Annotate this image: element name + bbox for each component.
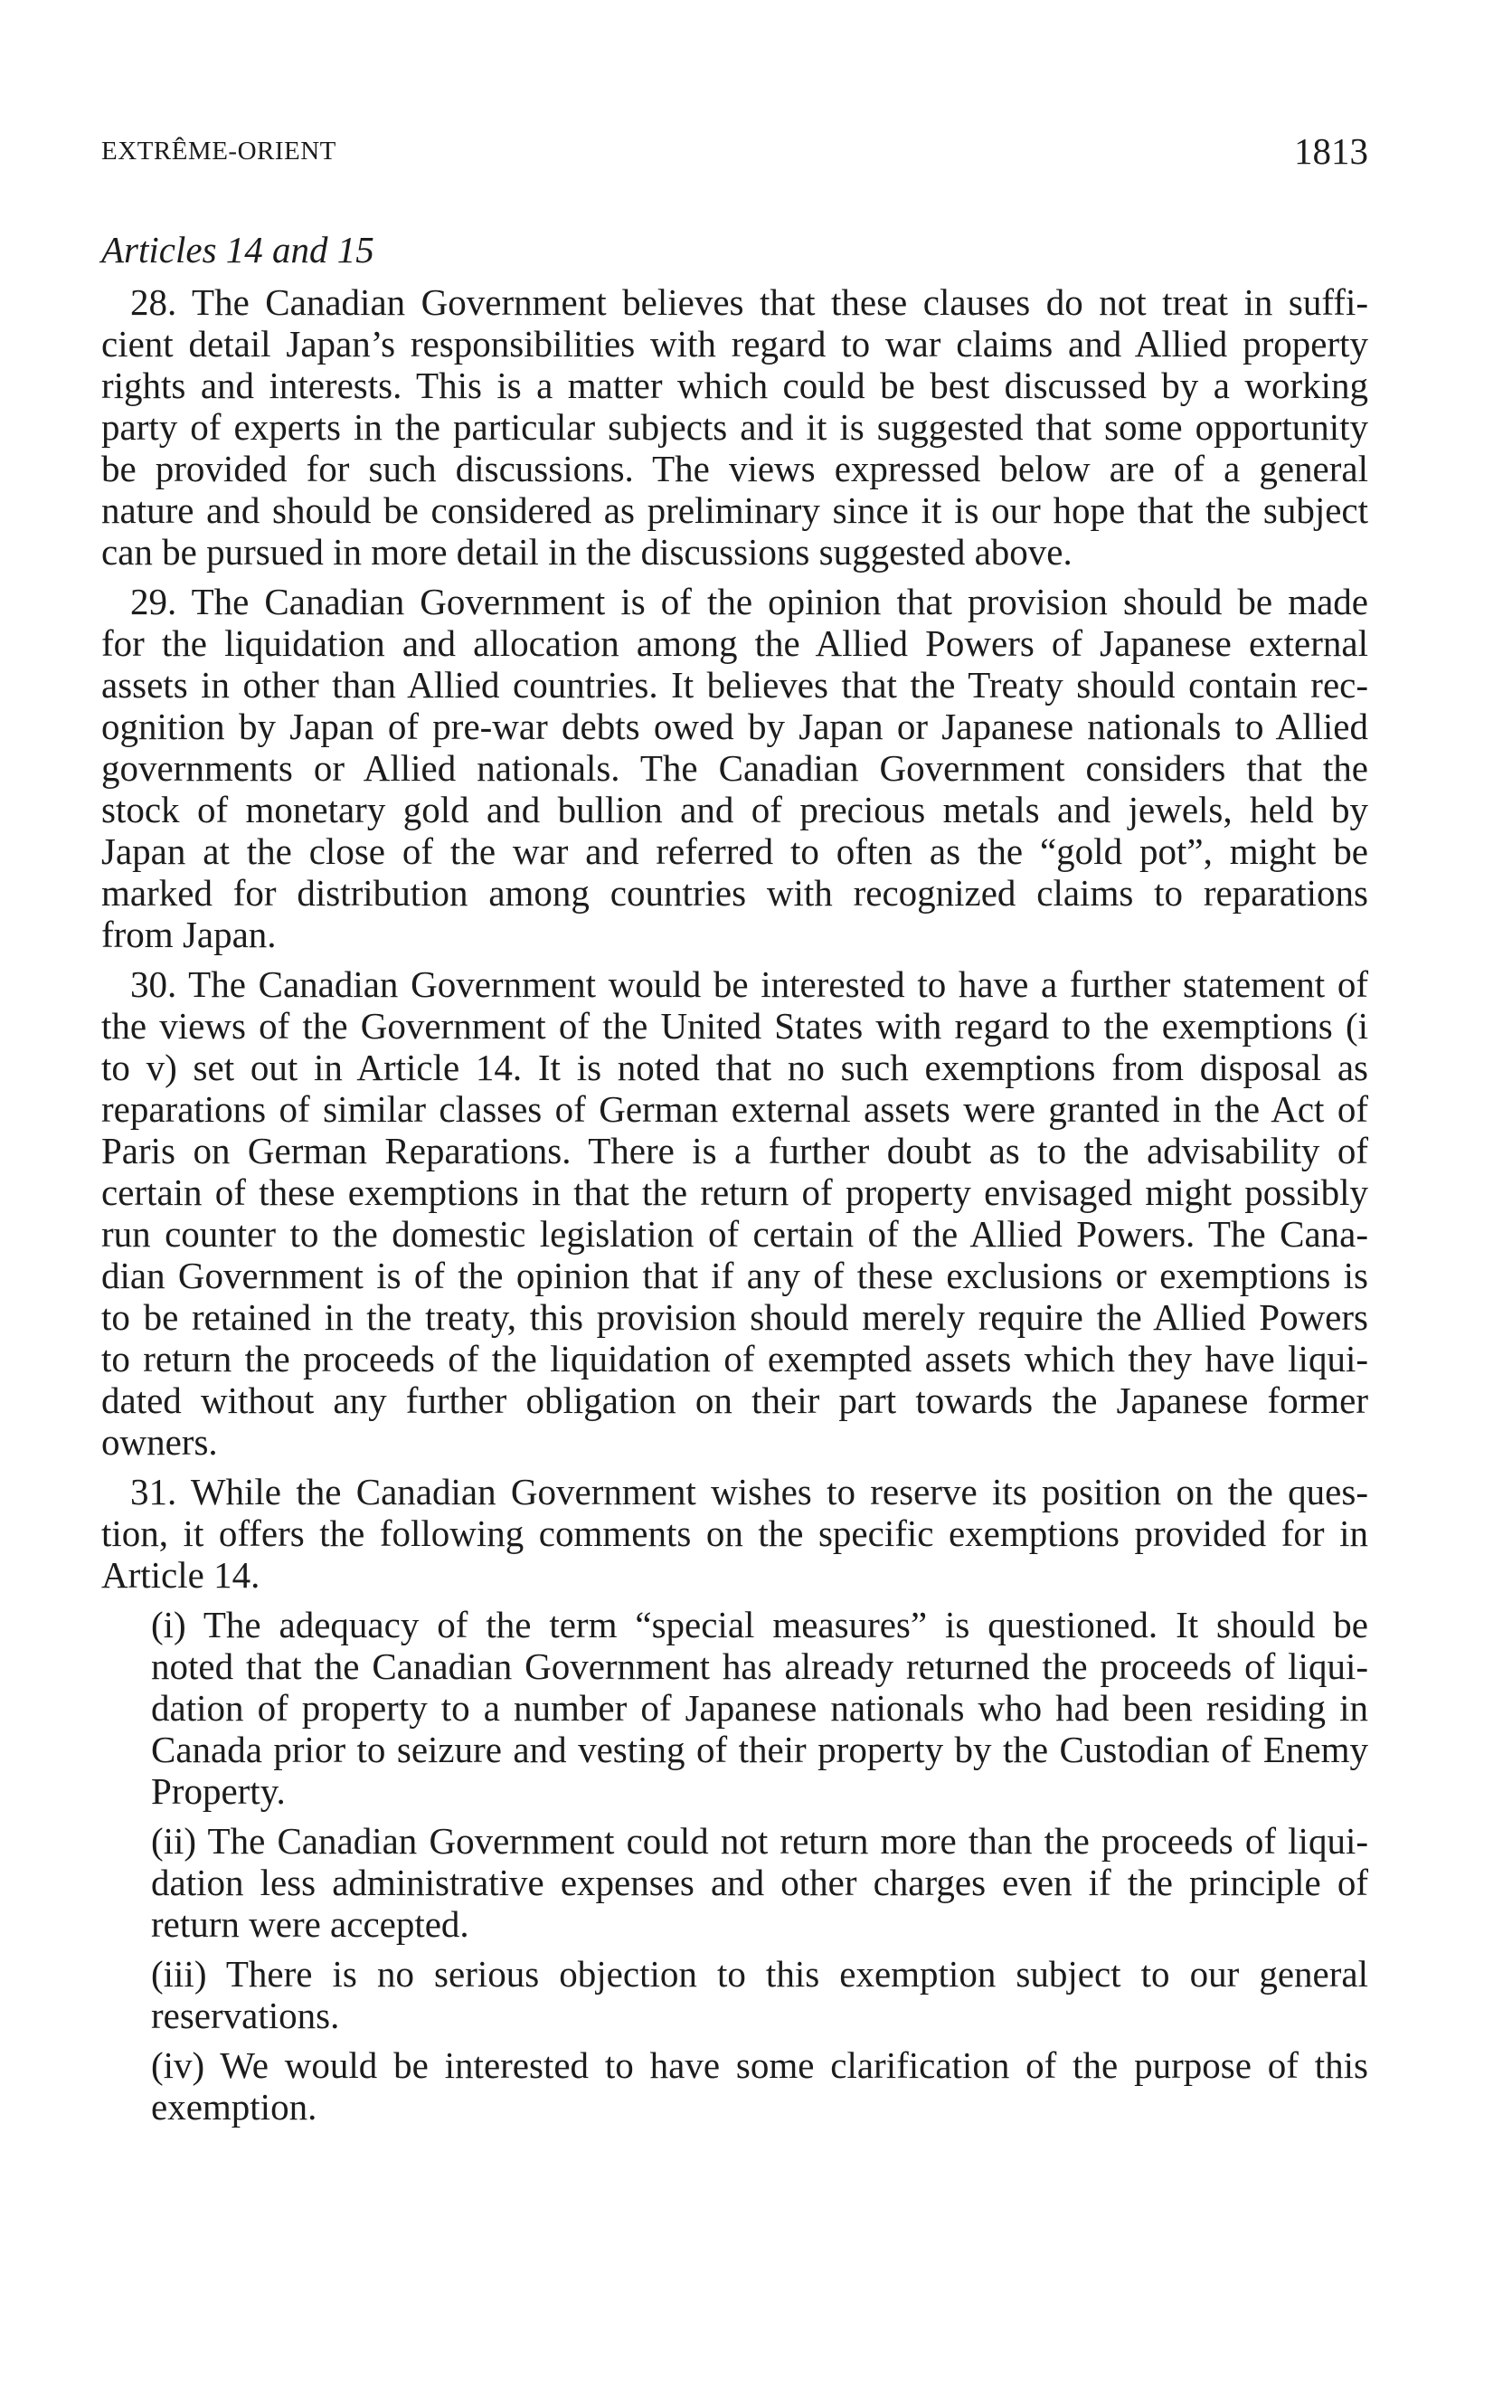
list-item-iv	[151, 2044, 1368, 2128]
running-head: EXTRÊME-ORIENT	[101, 137, 336, 166]
text-line: for the liquidation and allocation among the Allied Powers of Japanese external	[101, 622, 1368, 664]
text-line: stock of monetary gold and bullion and of precious metals and jewels, held by	[101, 789, 1368, 830]
text-line: 31. While the Canadian Government wishes to reserve its position on the ques-	[130, 1471, 1368, 1512]
text-line: run counter to the domestic legislation of certain of the Allied Powers. The Cana-	[101, 1213, 1368, 1255]
page-body	[101, 229, 1368, 2128]
text-line: to return the proceeds of the liquidation of exempted assets which they have liqui-	[101, 1338, 1368, 1379]
text-line: noted that the Canadian Government has already returned the proceeds of liqui-	[151, 1645, 1368, 1687]
text-line: exemption.	[151, 2086, 317, 2128]
text-line: from Japan.	[101, 914, 277, 955]
text-line: (i) The adequacy of the term “special measures” is questioned. It should be	[151, 1604, 1368, 1645]
text-line: nature and should be considered as preliminary since it is our hope that the subject	[101, 489, 1368, 531]
text-line: Paris on German Reparations. There is a further doubt as to the advisability of	[101, 1130, 1368, 1171]
text-line: to be retained in the treaty, this provision should merely require the Allied Powers	[101, 1296, 1368, 1338]
text-line: Article 14.	[101, 1554, 260, 1596]
paragraph-28	[101, 281, 1368, 573]
list-item-iii	[151, 1953, 1368, 2036]
text-line: (ii) The Canadian Government could not return more than the proceeds of liqui-	[151, 1820, 1368, 1862]
text-line: rights and interests. This is a matter which could be best discussed by a working	[101, 365, 1368, 406]
text-line: return were accepted.	[151, 1903, 469, 1945]
text-line: reparations of similar classes of German external assets were granted in the Act of	[101, 1088, 1368, 1130]
text-line: tion, it offers the following comments on the specific exemptions provided for in	[101, 1512, 1368, 1554]
text-line: cient detail Japan’s responsibilities with regard to war claims and Allied property	[101, 323, 1368, 365]
text-line: Property.	[151, 1770, 286, 1812]
text-line: ognition by Japan of pre-war debts owed by Japan or Japanese nationals to Allied	[101, 706, 1368, 747]
text-line: party of experts in the particular subjects and it is suggested that some opportunity	[101, 406, 1368, 448]
text-line: be provided for such discussions. The views expressed below are of a general	[101, 448, 1368, 489]
text-line: dated without any further obligation on their part towards the Japanese former	[101, 1379, 1368, 1421]
list-item-ii	[151, 1820, 1368, 1945]
text-line: Canada prior to seizure and vesting of their property by the Custodian of Enemy	[151, 1729, 1368, 1770]
text-line: 28. The Canadian Government believes that these clauses do not treat in suffi-	[130, 281, 1368, 323]
text-line: 29. The Canadian Government is of the opinion that provision should be made	[130, 581, 1368, 622]
page-number: 1813	[1294, 130, 1368, 172]
text-line: the views of the Government of the United States with regard to the exemptions (i	[101, 1005, 1368, 1047]
paragraph-31	[101, 1471, 1368, 1596]
text-line: governments or Allied nationals. The Canadian Government considers that the	[101, 747, 1368, 789]
text-line: dian Government is of the opinion that if any of these exclusions or exemptions is	[101, 1255, 1368, 1296]
text-line: to v) set out in Article 14. It is noted that no such exemptions from disposal as	[101, 1047, 1368, 1088]
text-line: 30. The Canadian Government would be interested to have a further statement of	[130, 963, 1368, 1005]
text-line: reservations.	[151, 1995, 340, 2036]
paragraph-29	[101, 581, 1368, 955]
list-item-i	[151, 1604, 1368, 1812]
paragraph-30	[101, 963, 1368, 1463]
text-line: can be pursued in more detail in the discussions suggested above.	[101, 531, 1073, 573]
text-line: marked for distribution among countries with recognized claims to reparations	[101, 872, 1368, 914]
section-heading: Articles 14 and 15	[101, 229, 374, 270]
text-line: dation less administrative expenses and other charges even if the principle of	[151, 1862, 1368, 1903]
text-line: assets in other than Allied countries. It believes that the Treaty should contain rec-	[101, 664, 1368, 706]
text-line: (iv) We would be interested to have some clarification of the purpose of this	[151, 2044, 1368, 2086]
text-line: owners.	[101, 1421, 218, 1463]
text-line: dation of property to a number of Japanese nationals who had been residing in	[151, 1687, 1368, 1729]
text-line: certain of these exemptions in that the return of property envisaged might possibly	[101, 1171, 1368, 1213]
text-line: (iii) There is no serious objection to this exemption subject to our general	[151, 1953, 1368, 1995]
text-line: Japan at the close of the war and referred to often as the “gold pot”, might be	[101, 830, 1368, 872]
